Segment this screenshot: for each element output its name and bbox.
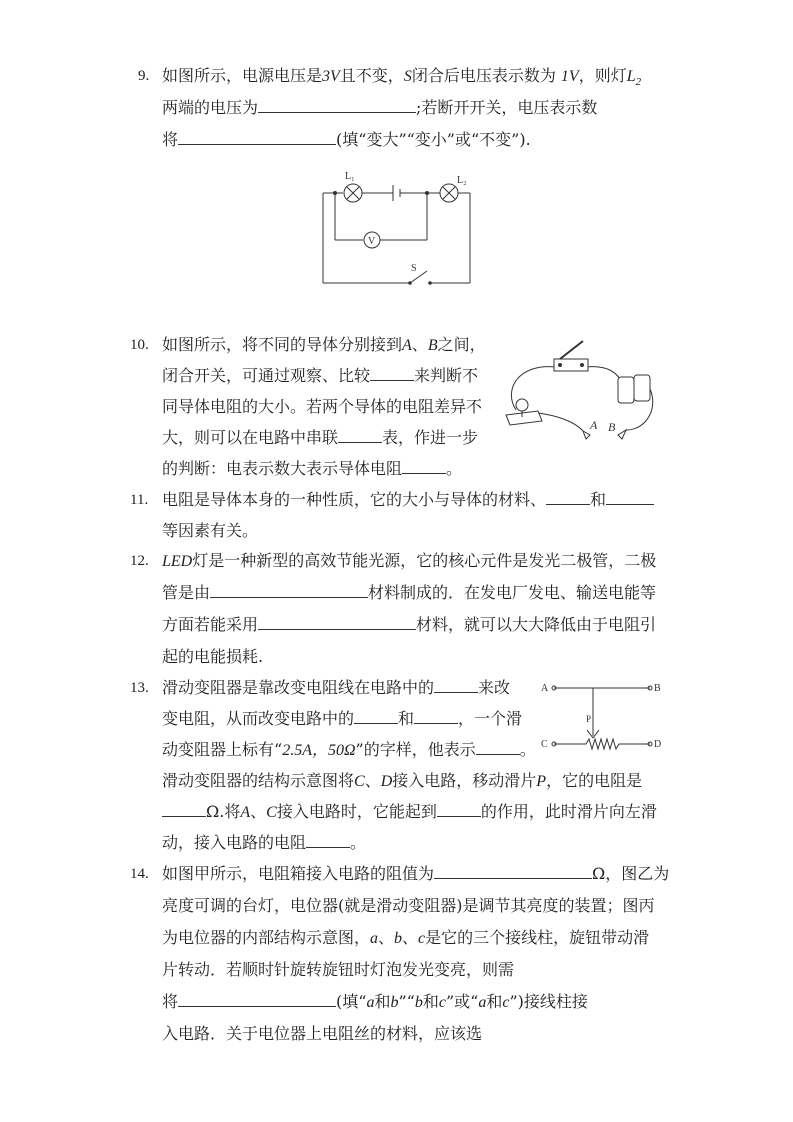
question-text-line [162, 992, 588, 1013]
question-text-line: 亮度可调的台灯，电位器(就是滑动变阻器)是调节其亮度的装置；图丙 [162, 896, 655, 915]
text: ”)接线柱接 [509, 992, 588, 1011]
text: 、 [411, 335, 428, 354]
question-text-line [162, 615, 656, 635]
question-text-line [162, 459, 462, 479]
answer-blank[interactable] [162, 802, 206, 817]
terminal-d: D [380, 773, 393, 790]
text: 。 [350, 833, 367, 852]
question-text-line [162, 366, 478, 386]
question-text-line [162, 709, 522, 729]
text: 变电阻，从而改变电路中的 [162, 709, 355, 728]
option-letter: b [390, 994, 399, 1011]
text: 和 [374, 992, 391, 1011]
option-letter: a [478, 994, 487, 1011]
rating-spec: 2.5A，50Ω [282, 742, 356, 759]
text: (填“变大”“变小”或“不变”). [336, 130, 531, 149]
text: 动，接入电路的电阻 [162, 833, 307, 852]
answer-blank[interactable] [258, 615, 416, 630]
text: 、 [250, 802, 267, 821]
switch-label: S [411, 263, 417, 274]
question-number: 13. [130, 680, 149, 696]
question-text-line: 同导体电阻的大小。若两个导体的电阻差异不 [162, 397, 483, 416]
text: 、 [378, 928, 395, 947]
text: 的判断：电表示数大表示导体电阻 [162, 459, 403, 478]
lamp-l2-label: L₂ [457, 175, 467, 186]
point-b: B [427, 337, 438, 354]
text: 接入电路时，它能起到 [276, 802, 437, 821]
question-text-line [162, 66, 641, 92]
terminal-b: b [394, 930, 403, 947]
text: 材料制成的．在发电厂发电、输送电能等 [368, 583, 657, 602]
text: 且不变， [339, 66, 404, 85]
point-a: A [402, 337, 412, 354]
answer-blank[interactable] [402, 459, 446, 474]
text: ”或“ [445, 992, 479, 1011]
text: 和 [590, 490, 607, 509]
text: ”的字样，他表示 [355, 740, 476, 759]
text: 的作用，此时滑片向左滑 [480, 802, 657, 821]
switch-symbol: S [403, 68, 412, 85]
text: 材料，就可以大大降低由于电阻引 [416, 615, 657, 634]
question-text-line [162, 583, 656, 603]
terminal-a: a [370, 930, 379, 947]
terminal-b-label: B [654, 683, 661, 694]
text: 和 [486, 992, 503, 1011]
answer-blank[interactable] [546, 490, 590, 505]
question-text-line: 入电路．关于电位器上电阻丝的材料，应该选 [162, 1024, 483, 1043]
text: 。 [519, 740, 536, 759]
answer-blank[interactable] [210, 583, 368, 598]
text: Ω，图乙为 [592, 864, 670, 883]
question-text-line [162, 802, 657, 823]
text: 之间， [437, 335, 486, 354]
answer-blank[interactable] [606, 490, 654, 505]
conductor-experiment-figure [498, 335, 668, 450]
text: ;若断开开关，电压表示数 [416, 98, 598, 117]
text: Ω.将 [206, 802, 241, 821]
answer-blank[interactable] [178, 130, 336, 145]
option-letter: c [438, 994, 446, 1011]
answer-blank[interactable] [258, 98, 416, 113]
text: ，它的电阻是 [546, 771, 643, 790]
text: 如图所示，将不同的导体分别接到 [162, 335, 403, 354]
text: 滑动变阻器的结构示意图将 [162, 771, 355, 790]
text: 、 [402, 928, 419, 947]
text: ”“ [398, 992, 415, 1011]
question-number: 9. [138, 68, 150, 84]
terminal-c: c [418, 930, 426, 947]
text: 大，则可以在电路中串联 [162, 428, 339, 447]
terminal-d-label: D [654, 739, 662, 750]
circuit-diagram-q9 [315, 165, 480, 290]
answer-blank[interactable] [414, 709, 458, 724]
text: (填“ [336, 992, 367, 1011]
text: 、 [364, 771, 381, 790]
text: 滑动变阻器是靠改变电阻线在电路中的 [162, 678, 435, 697]
text: 动变阻器上标有“ [162, 740, 283, 759]
text: 来改 [478, 678, 511, 697]
text: 和 [398, 709, 415, 728]
voltmeter-label: V [368, 236, 376, 247]
answer-blank[interactable] [178, 992, 336, 1007]
question-text-line [162, 678, 510, 698]
answer-blank[interactable] [476, 740, 520, 755]
question-text-line [162, 490, 654, 510]
text: 将 [162, 130, 179, 149]
text: 是它的三个接线柱，旋钮带动滑 [425, 928, 650, 947]
question-text-line [162, 130, 531, 150]
answer-blank[interactable] [306, 833, 350, 848]
voltage-value: 3V [322, 68, 340, 85]
text: 方面若能采用 [162, 615, 259, 634]
text: 闭合后电压表示数为 [411, 66, 561, 85]
lamp-subscript: 2 [635, 76, 642, 89]
question-text-line [162, 335, 486, 356]
question-text-line [162, 928, 649, 949]
option-letter: a [366, 994, 375, 1011]
question-text-line [162, 428, 478, 448]
question-number: 14. [130, 866, 149, 882]
text: 如图所示，电源电压是 [162, 66, 323, 85]
terminal-a-label: A [541, 683, 549, 694]
answer-blank[interactable] [338, 428, 382, 443]
text: 电阻是导体本身的一种性质，它的大小与导体的材料、 [162, 490, 547, 509]
text: 如图甲所示，电阻箱接入电路的阻值为 [162, 864, 435, 883]
terminal-c: C [266, 804, 277, 821]
rheostat-diagram [538, 678, 668, 753]
text: 管是由 [162, 583, 211, 602]
lamp-symbol: L [626, 68, 636, 85]
question-text-line [162, 833, 366, 853]
question-text-line: 起的电能损耗. [162, 647, 264, 666]
text: 将 [162, 992, 179, 1011]
text: 为电位器的内部结构示意图， [162, 928, 371, 947]
question-number: 10. [130, 337, 149, 353]
question-text-line [162, 551, 656, 572]
text: 灯是一种新型的高效节能光源，它的核心元件是发光二极管，二极 [192, 551, 657, 570]
text: ，则灯 [578, 66, 627, 85]
text: 表，作进一步 [382, 428, 479, 447]
answer-blank[interactable] [370, 366, 414, 381]
text: 。 [446, 459, 463, 478]
slider-p: P [536, 773, 547, 790]
lamp-l1-label: L₁ [345, 171, 355, 182]
terminal-c: C [354, 773, 365, 790]
question-text-line [162, 98, 597, 118]
question-number: 12. [130, 553, 149, 569]
question-text-line [162, 740, 536, 761]
voltage-value: 1V [560, 68, 579, 85]
answer-blank[interactable] [434, 678, 478, 693]
point-a-label: A [590, 418, 598, 432]
question-text-line: 片转动．若顺时针旋转旋钮时灯泡发光变亮，则需 [162, 960, 515, 979]
terminal-a: A [240, 804, 251, 821]
question-text-line [162, 771, 642, 792]
slider-p-label: P [586, 714, 592, 724]
text: 接入电路，移动滑片 [392, 771, 537, 790]
text: 和 [422, 992, 439, 1011]
answer-blank[interactable] [434, 864, 592, 879]
option-letter: b [414, 994, 423, 1011]
option-letter: c [502, 994, 510, 1011]
text: 闭合开关，可通过观察、比较 [162, 366, 371, 385]
text: ，一个滑 [458, 709, 523, 728]
question-text-line [162, 864, 669, 884]
question-text-line: 等因素有关。 [162, 521, 259, 540]
question-number: 11. [130, 492, 149, 508]
led-term: LED [162, 553, 193, 570]
text: 两端的电压为 [162, 98, 259, 117]
terminal-c-label: C [541, 739, 548, 750]
answer-blank[interactable] [437, 802, 481, 817]
answer-blank[interactable] [354, 709, 398, 724]
point-b-label: B [608, 420, 616, 434]
text: 来判断不 [414, 366, 479, 385]
